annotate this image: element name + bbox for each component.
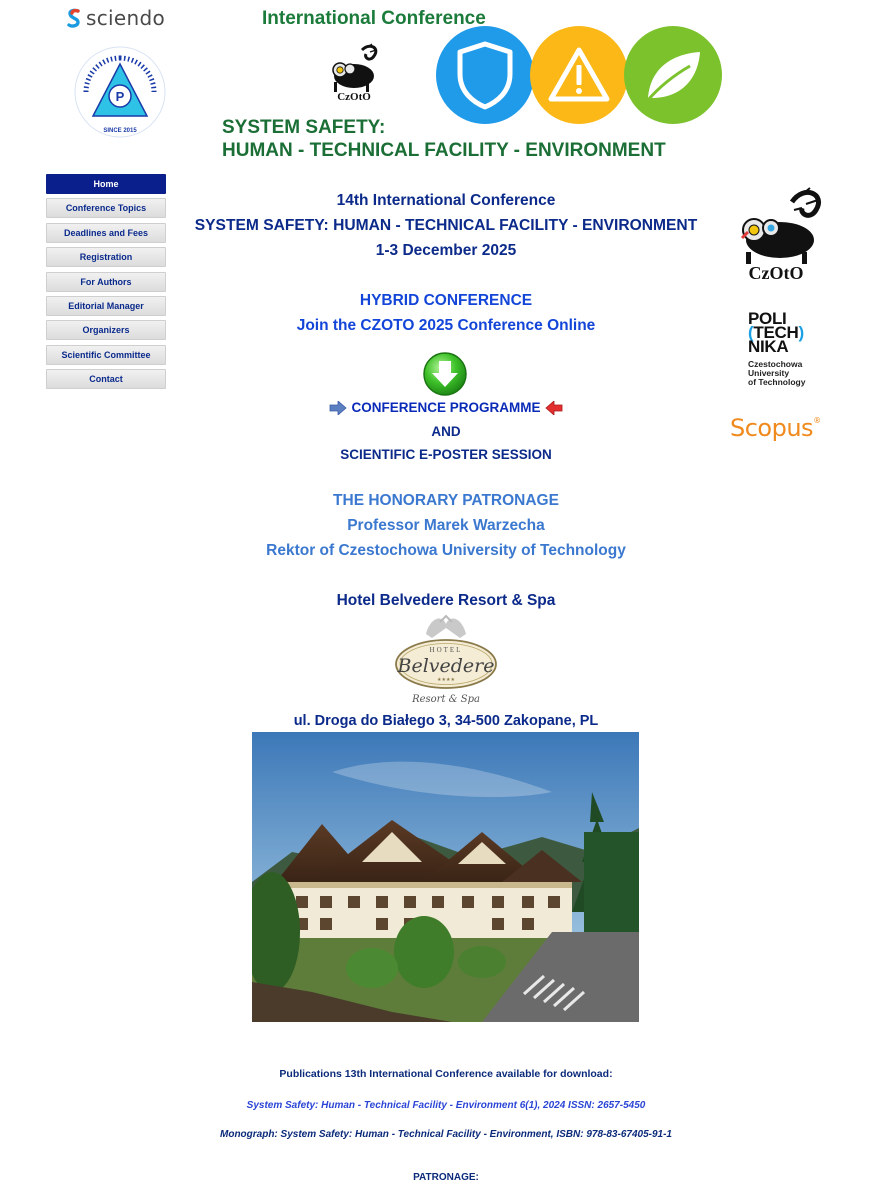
czoto-mascot-small-logo xyxy=(326,40,382,102)
hotel-logo-top: HOTEL xyxy=(429,646,463,654)
scopus-mark: ® xyxy=(813,416,821,425)
nav-item-deadlines-and-fees[interactable]: Deadlines and Fees xyxy=(46,223,166,243)
poli-bracket-open: ( xyxy=(748,323,754,342)
poli-sub3: of Technology xyxy=(748,377,806,387)
politechnika-logo[interactable] xyxy=(748,309,806,387)
nav-item-editorial-manager[interactable]: Editorial Manager xyxy=(46,296,166,316)
publications-title: Publications 13th International Conference available for download: xyxy=(279,1068,613,1080)
shield-icon xyxy=(454,40,516,110)
honorary-patronage: THE HONORARY PATRONAGE xyxy=(333,492,559,509)
hotel-address: ul. Droga do Białego 3, 34-500 Zakopane, PL xyxy=(293,713,599,729)
publication-journal-link[interactable]: System Safety: Human - Technical Facility - Environment 6(1), 2024 ISSN: 2657-5450 xyxy=(246,1100,646,1111)
poli-bracket-close: ) xyxy=(798,323,804,342)
nav-item-home[interactable]: Home xyxy=(46,174,166,194)
hotel-photo xyxy=(252,732,639,1022)
warning-circle xyxy=(530,26,628,124)
qpm-since-text: SINCE 2015 xyxy=(103,128,137,134)
poli-line1: POLI xyxy=(748,309,787,328)
publication-monograph-link[interactable]: Monograph: System Safety: Human - Technical Facility - Environment, ISBN: 978-83-67405-91-1 xyxy=(220,1129,672,1140)
qpm-association-logo xyxy=(72,46,168,142)
nav-item-registration[interactable]: Registration xyxy=(46,247,166,267)
arrow-left-icon xyxy=(545,401,563,415)
sciendo-mark-icon xyxy=(66,7,82,29)
conference-programme-link[interactable]: CONFERENCE PROGRAMME xyxy=(351,400,541,415)
poster-session-link[interactable]: SCIENTIFIC E-POSTER SESSION xyxy=(340,447,552,462)
conference-number: 14th International Conference xyxy=(336,192,556,209)
czoto-small-label: CzOtO xyxy=(337,91,371,102)
sciendo-text: sciendo xyxy=(86,6,165,30)
nav-item-contact[interactable]: Contact xyxy=(46,369,166,389)
nav-item-organizers[interactable]: Organizers xyxy=(46,320,166,340)
programme-row xyxy=(168,400,724,415)
hotel-name: Hotel Belvedere Resort & Spa xyxy=(336,592,556,609)
arrow-right-icon xyxy=(329,401,347,415)
warning-icon xyxy=(546,45,612,105)
sciendo-logo[interactable] xyxy=(66,6,165,30)
hotel-logo-script: Belvedere xyxy=(397,655,495,677)
download-arrow-icon[interactable] xyxy=(422,351,468,397)
sidebar-nav xyxy=(46,174,166,394)
svg-text:★★★★: ★★★★ xyxy=(437,678,455,683)
join-online-link[interactable]: Join the CZOTO 2025 Conference Online xyxy=(296,317,596,334)
poli-sub2: University xyxy=(748,368,790,378)
scopus-logo[interactable] xyxy=(730,414,821,442)
scopus-text: Scopus xyxy=(730,414,814,442)
header-intl-conference: International Conference xyxy=(262,8,486,29)
poli-tech: TECH xyxy=(753,323,799,342)
poli-line3: NIKA xyxy=(748,337,789,356)
hybrid-conference: HYBRID CONFERENCE xyxy=(359,292,533,309)
hotel-belvedere-logo xyxy=(390,614,502,710)
nav-item-scientific-committee[interactable]: Scientific Committee xyxy=(46,345,166,365)
nav-item-conference-topics[interactable]: Conference Topics xyxy=(46,198,166,218)
conference-title: SYSTEM SAFETY: HUMAN - TECHNICAL FACILITY - ENVIRONMENT xyxy=(194,217,698,234)
header-title-line1: SYSTEM SAFETY: xyxy=(222,117,386,138)
shield-circle xyxy=(436,26,534,124)
leaf-icon xyxy=(640,44,706,106)
conference-dates: 1-3 December 2025 xyxy=(375,242,517,259)
rektor-title: Rektor of Czestochowa University of Technology xyxy=(266,542,626,559)
patronage-heading: PATRONAGE: xyxy=(413,1172,479,1183)
czoto-big-label: CzOtO xyxy=(748,263,804,282)
and-text: AND xyxy=(431,424,461,439)
svg-text:P: P xyxy=(115,89,125,104)
poli-sub1: Czestochowa xyxy=(748,359,803,369)
czoto-mascot-logo[interactable] xyxy=(730,182,826,282)
hotel-logo-bottom: Resort & Spa xyxy=(412,694,480,705)
professor-name: Professor Marek Warzecha xyxy=(347,517,545,534)
leaf-circle xyxy=(624,26,722,124)
nav-item-for-authors[interactable]: For Authors xyxy=(46,272,166,292)
header-title-line2: HUMAN - TECHNICAL FACILITY - ENVIRONMENT xyxy=(222,140,666,161)
